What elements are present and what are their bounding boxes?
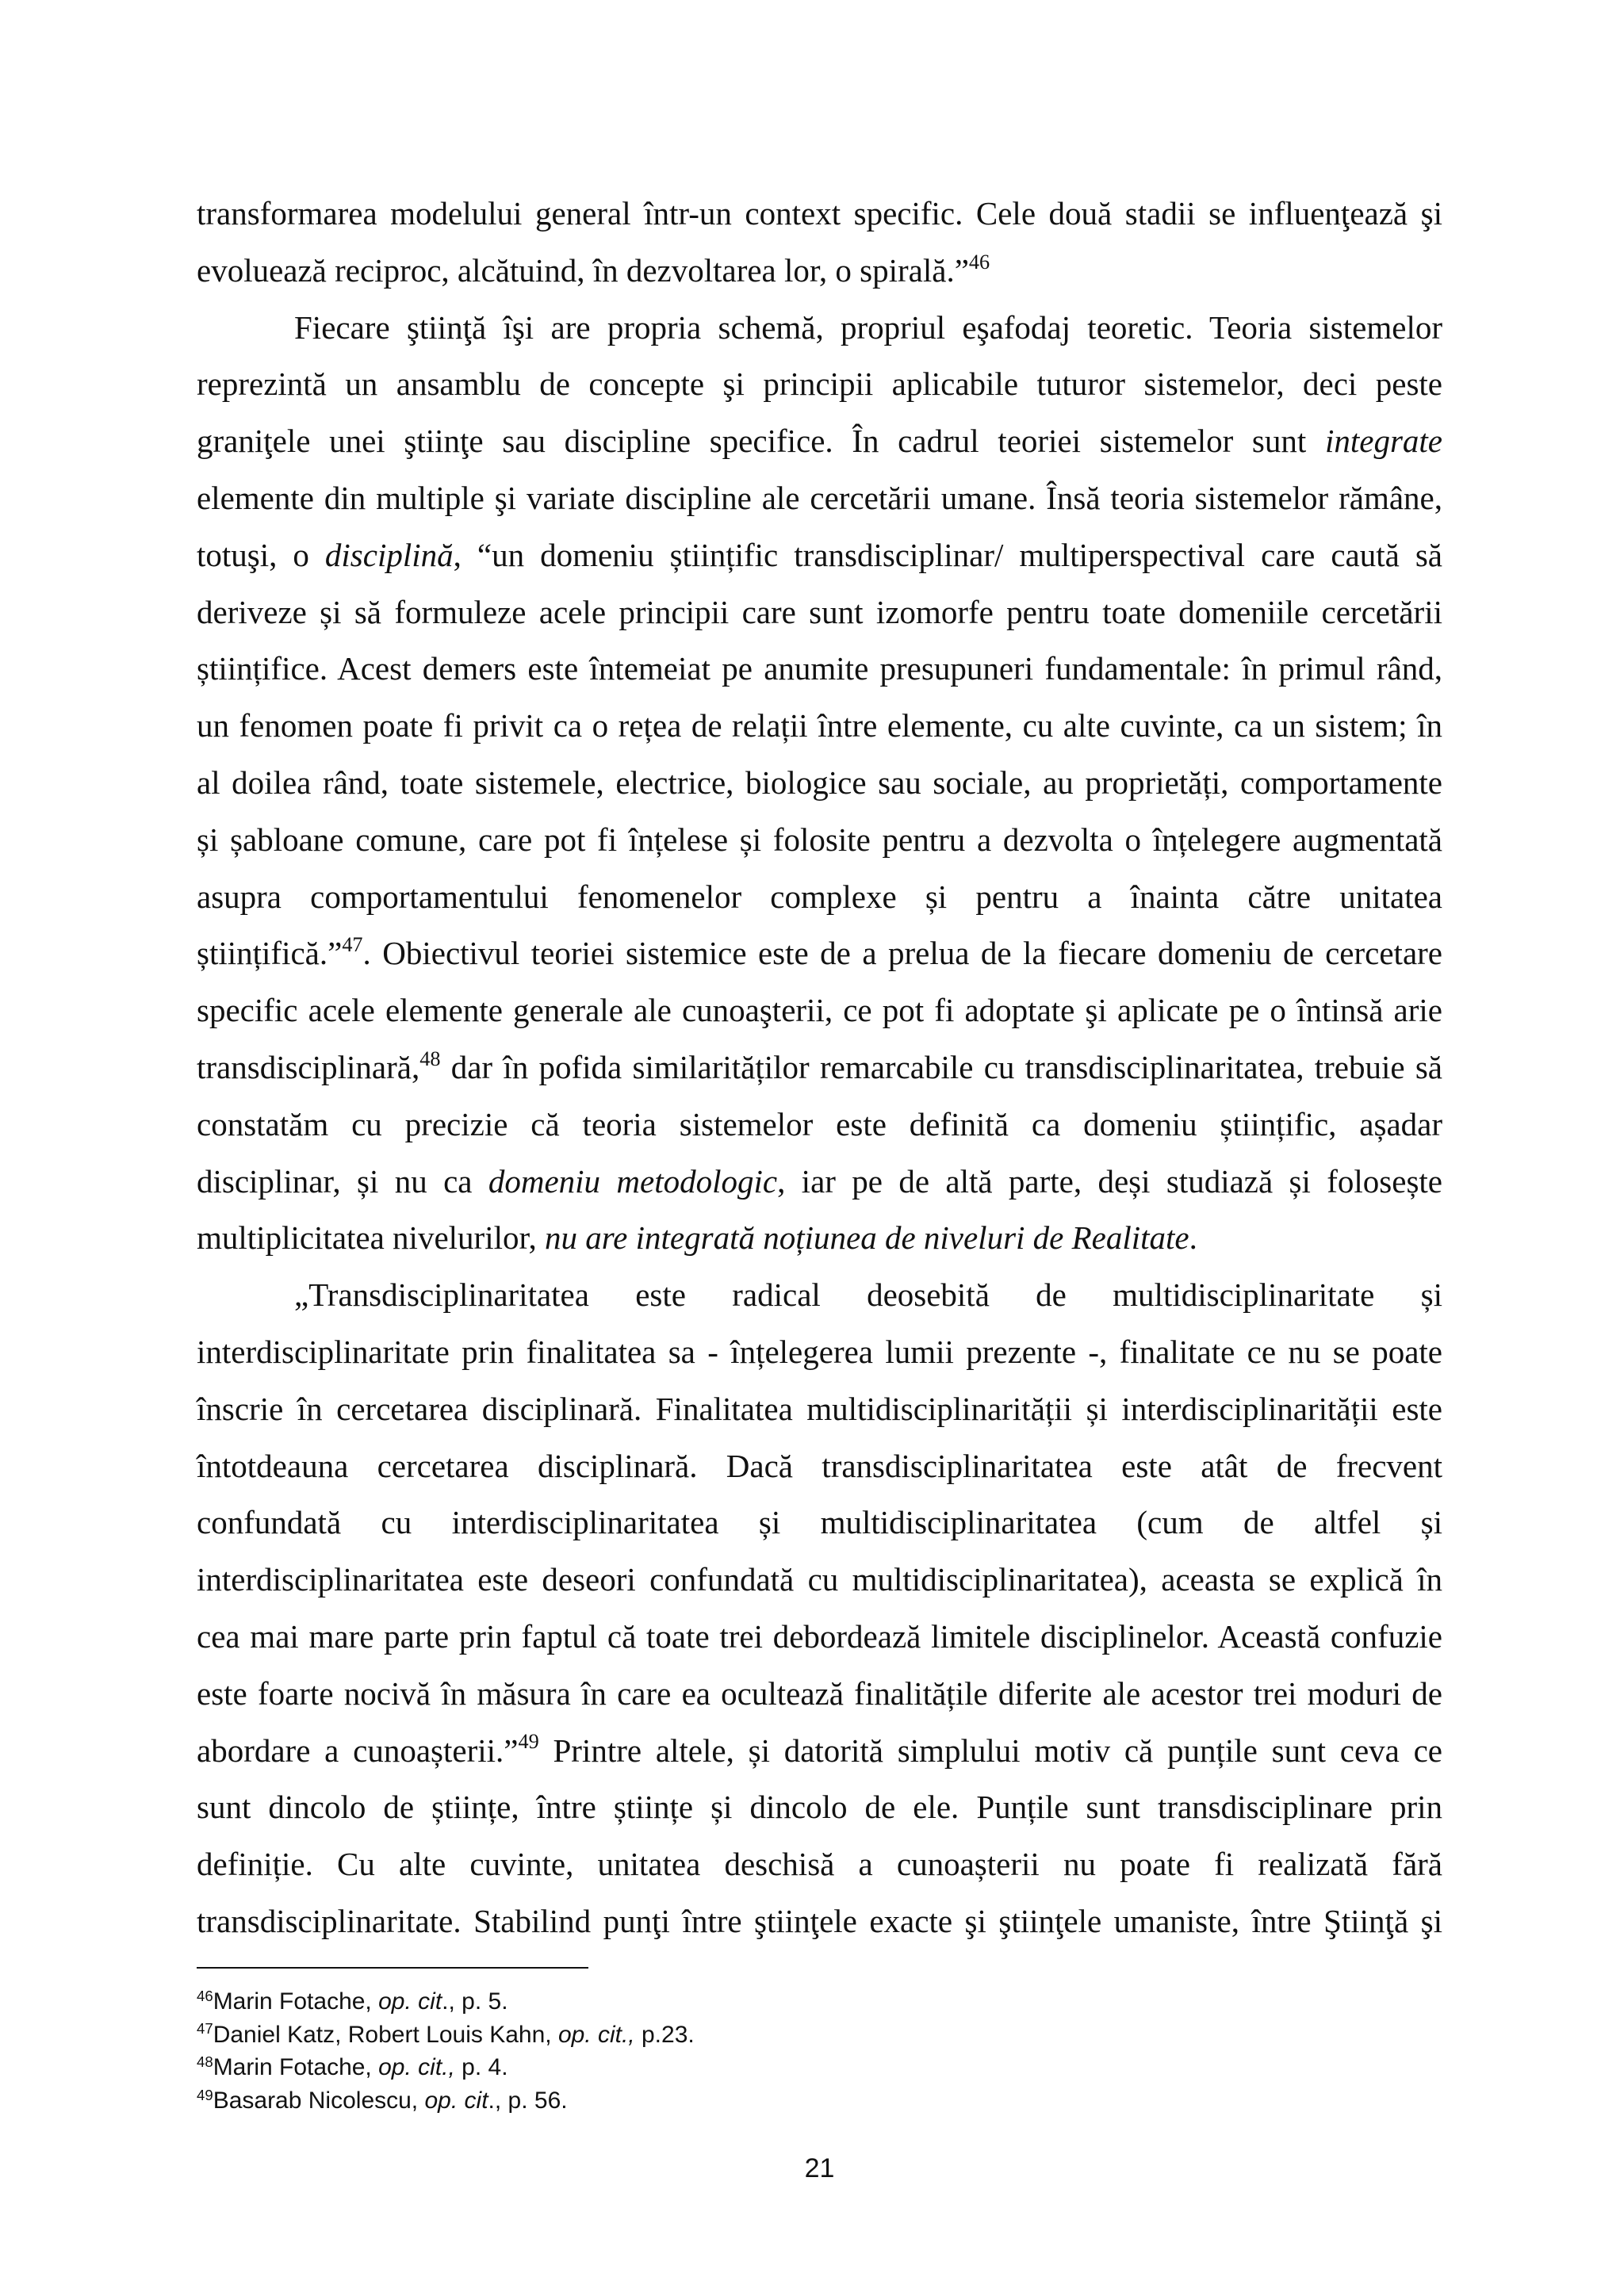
text-run: înscrie în cercetarea disciplinară. Finalitatea multidisciplinarității și interdisciplinarității este xyxy=(197,1390,1442,1427)
text-run: un fenomen poate fi privit ca o rețea de relații între elemente, cu alte cuvinte, ca un sistem; în xyxy=(197,707,1442,744)
footnote-number: 48 xyxy=(197,2053,213,2071)
text-line xyxy=(197,755,1442,812)
text-line xyxy=(197,1552,1442,1609)
footnote-italic-text: op. cit xyxy=(424,2087,488,2114)
text-line xyxy=(197,186,1442,243)
footnote xyxy=(197,2084,910,2118)
text-line xyxy=(197,869,1442,926)
text-run: elemente din multiple şi variate discipline ale cercetării umane. Însă teoria sistemelor rămâne, xyxy=(197,479,1442,516)
text-line xyxy=(197,527,1442,584)
footnote-text: Daniel Katz, Robert Louis Kahn, xyxy=(213,2021,558,2048)
italic-text: disciplină xyxy=(324,536,454,573)
italic-text: domeniu metodologic xyxy=(488,1162,778,1200)
text-line xyxy=(197,470,1442,527)
text-line xyxy=(197,1494,1442,1552)
text-run: transdisciplinaritate. Stabilind punţi între ştiinţele exacte şi ştiinţele umaniste, între Ştiinţă şi xyxy=(197,1902,1442,1939)
text-run: constatăm cu precizie că teoria sistemelor este definită ca domeniu științific, așadar xyxy=(197,1105,1442,1142)
text-run: . Obiectivul teoriei sistemice este de a prelua de la fiecare domeniu de cercetare xyxy=(362,935,1442,972)
page-number: 21 xyxy=(804,2153,835,2183)
text-line xyxy=(197,584,1442,641)
text-run: evoluează reciproc, alcătuind, în dezvoltarea lor, o spirală.” xyxy=(197,251,969,289)
footnote-italic-text: op. cit xyxy=(378,1988,442,2015)
text-line xyxy=(197,1609,1442,1666)
footnote-number: 49 xyxy=(197,2086,213,2103)
text-run: asupra comportamentului fenomenelor complexe și pentru a înainta către unitatea xyxy=(197,878,1442,915)
text-run: al doilea rând, toate sistemele, electrice, biologice sau sociale, au proprietăți, comportamente xyxy=(197,763,1442,801)
text-line xyxy=(197,1666,1442,1723)
footnote-text: Marin Fotache, xyxy=(213,1988,379,2015)
footnote xyxy=(197,2051,910,2084)
text-line xyxy=(197,1779,1442,1836)
text-line xyxy=(197,1154,1442,1211)
text-line xyxy=(197,1324,1442,1381)
text-run: întotdeauna cercetarea disciplinară. Dacă transdisciplinaritatea este atât de frecvent xyxy=(197,1447,1442,1484)
text-run: dar în pofida similarităților remarcabile cu transdisciplinaritatea, trebuie să xyxy=(440,1048,1442,1085)
text-line xyxy=(197,1039,1442,1096)
italic-text: integrate xyxy=(1324,423,1442,460)
text-line xyxy=(197,1836,1442,1893)
text-run: specific acele elemente generale ale cunoaşterii, ce pot fi adoptate şi aplicate pe o întinsă arie xyxy=(197,992,1442,1029)
text-run: transdisciplinară, xyxy=(197,1048,420,1085)
text-line xyxy=(197,1723,1442,1780)
paragraph xyxy=(197,1267,1442,1950)
text-run: , “un domeniu științific transdisciplinar/ multiperspectival care caută să xyxy=(453,536,1442,573)
text-run: definiție. Cu alte cuvinte, unitatea deschisă a cunoașterii nu poate fi realizată fără xyxy=(197,1846,1442,1883)
footnote-ref: 49 xyxy=(518,1730,539,1754)
footnote-separator xyxy=(197,1967,588,1969)
footnote-italic-text: op. cit., xyxy=(378,2054,455,2081)
footnotes xyxy=(197,1985,910,2118)
text-run: multiplicitatea nivelurilor, xyxy=(197,1219,545,1257)
text-line xyxy=(197,641,1442,698)
text-run: și șabloane comune, care pot fi înțelese și folosite pentru a dezvolta o înțelegere augmentată xyxy=(197,821,1442,858)
footnote-ref: 47 xyxy=(342,933,363,957)
text-run: „Transdisciplinaritatea este radical deosebită de multidisciplinaritate și xyxy=(294,1276,1442,1314)
text-line xyxy=(197,356,1442,413)
footnote-number: 47 xyxy=(197,2020,213,2038)
footnote-text: p. 4. xyxy=(454,2054,508,2081)
text-run: științifice. Acest demers este întemeiat pe anumite presupuneri fundamentale: în primul rând, xyxy=(197,650,1442,687)
text-run: transformarea modelului general într-un context specific. Cele două stadii se influenţează şi xyxy=(197,195,1442,232)
text-run: Fiecare ştiinţă îşi are propria schemă, propriul eşafodaj teoretic. Teoria sistemelor xyxy=(294,308,1442,346)
text-run: deriveze și să formuleze acele principii care sunt izomorfe pentru toate domeniile cercetării xyxy=(197,593,1442,630)
text-run: este foarte nocivă în măsura în care ea ocultează finalitățile diferite ale acestor trei moduri de xyxy=(197,1674,1442,1712)
text-run: graniţele unei ştiinţe sau discipline specifice. În cadrul teoriei sistemelor sunt xyxy=(197,423,1325,460)
text-line xyxy=(197,1438,1442,1495)
text-run: Printre altele, și datorită simplului motiv că punțile sunt ceva ce xyxy=(538,1732,1442,1769)
text-run: interdisciplinaritate prin finalitatea sa - înțelegerea lumii prezente -, finalitate ce nu se poate xyxy=(197,1333,1442,1370)
text-line xyxy=(197,1893,1442,1950)
footnote-text: Marin Fotache, xyxy=(213,2054,379,2081)
text-line xyxy=(197,1267,1442,1324)
footnote xyxy=(197,1985,910,2019)
text-line xyxy=(197,982,1442,1039)
text-run: cea mai mare parte prin faptul că toate trei debordează limitele disciplinelor. Această confuzie xyxy=(197,1617,1442,1655)
footnote-italic-text: op. cit., xyxy=(557,2021,635,2048)
text-run: totuşi, o xyxy=(197,536,325,573)
text-run: științifică.” xyxy=(197,935,343,972)
text-run: , iar pe de altă parte, deși studiază și folosește xyxy=(777,1162,1442,1200)
text-run: disciplinar, și nu ca xyxy=(197,1162,488,1200)
paragraph xyxy=(197,300,1442,1268)
paragraph xyxy=(197,186,1442,300)
text-run: . xyxy=(1189,1219,1197,1257)
text-run: confundată cu interdisciplinaritatea și multidisciplinaritatea (cum de altfel și xyxy=(197,1504,1442,1541)
text-line xyxy=(197,698,1442,755)
text-line xyxy=(197,1210,1442,1267)
footnote-ref: 46 xyxy=(968,250,990,274)
italic-text: nu are integrată noțiunea de niveluri de Realitate xyxy=(545,1219,1189,1257)
body-text xyxy=(197,186,1442,1950)
footnote-ref: 48 xyxy=(419,1047,441,1070)
text-line xyxy=(197,243,1442,300)
footnote-text: Basarab Nicolescu, xyxy=(213,2087,425,2114)
footnote-text: ., p. 56. xyxy=(488,2087,568,2114)
footnote-number: 46 xyxy=(197,1987,213,2004)
text-line xyxy=(197,812,1442,869)
footnote-text: ., p. 5. xyxy=(442,1988,508,2015)
footnote-text: p.23. xyxy=(634,2021,695,2048)
text-line xyxy=(197,1096,1442,1154)
footnote xyxy=(197,2019,910,2052)
text-line xyxy=(197,1381,1442,1438)
text-line xyxy=(197,300,1442,357)
text-run: abordare a cunoașterii.” xyxy=(197,1732,519,1769)
text-run: interdisciplinaritatea este deseori confundată cu multidisciplinaritatea), aceasta se explică în xyxy=(197,1561,1442,1598)
text-run: reprezintă un ansamblu de concepte şi principii aplicabile tuturor sistemelor, deci peste xyxy=(197,365,1442,403)
text-line xyxy=(197,925,1442,982)
text-run: sunt dincolo de științe, între științe și dincolo de ele. Punțile sunt transdisciplinare prin xyxy=(197,1789,1442,1826)
text-line xyxy=(197,413,1442,470)
